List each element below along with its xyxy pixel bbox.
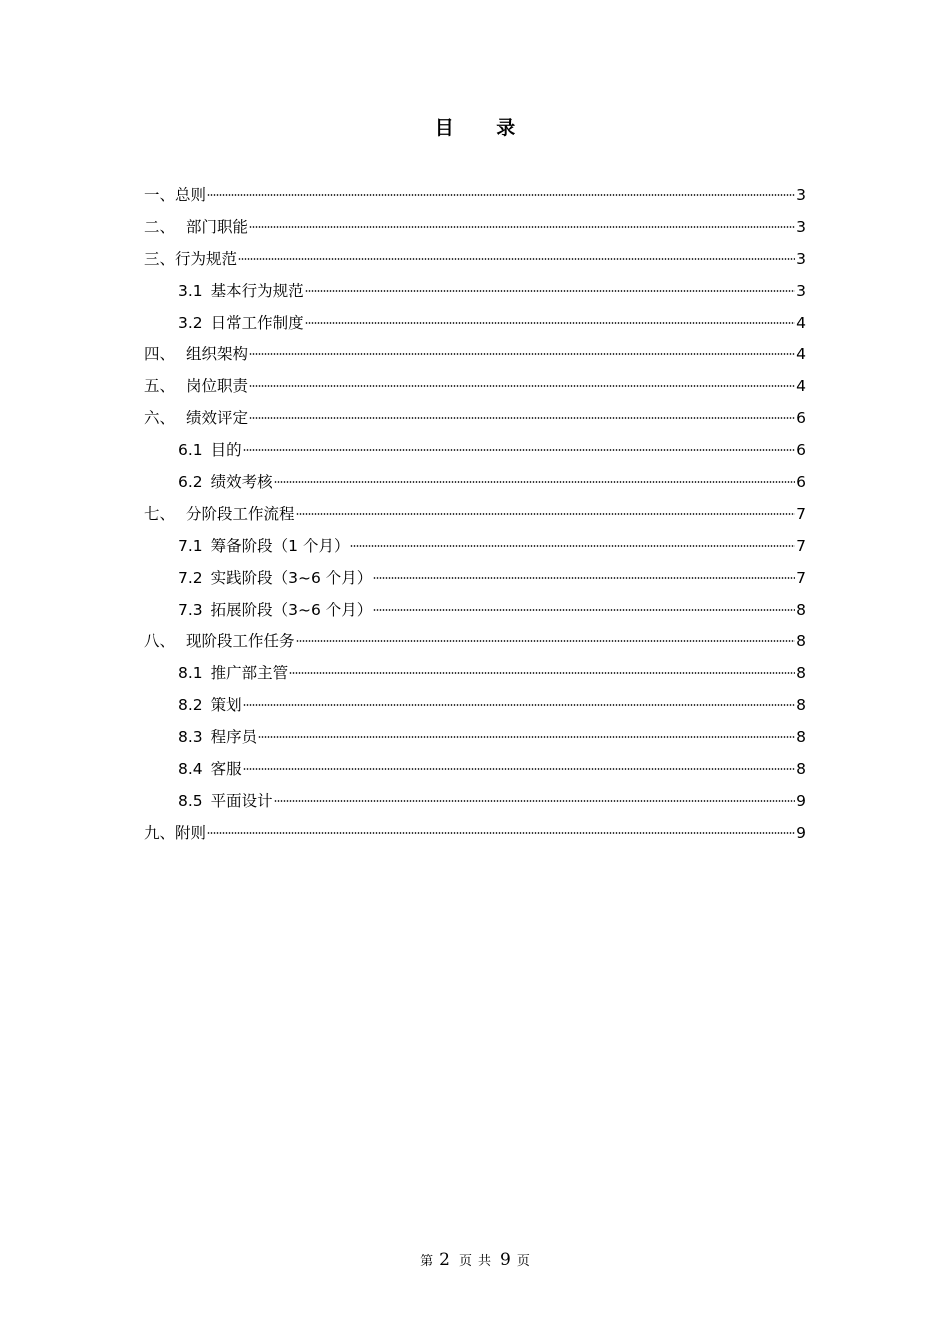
- toc-entry-number: 6.1: [178, 441, 203, 460]
- toc-entry[interactable]: [144, 244, 806, 276]
- toc-entry-page-number: 8: [796, 632, 806, 651]
- toc-entry-page-number: 6: [796, 409, 806, 428]
- toc-entry-page-number: 9: [796, 823, 806, 842]
- toc-dot-leader: [373, 577, 795, 579]
- toc-entry[interactable]: [144, 690, 806, 722]
- toc-dot-leader: [274, 481, 795, 483]
- toc-entry-number: 6.2: [178, 473, 203, 492]
- footer-page-word: 页: [458, 1254, 472, 1269]
- toc-entry-page-number: 4: [796, 377, 806, 396]
- toc-entry-number: 七、: [144, 504, 176, 523]
- toc-entry[interactable]: [144, 308, 806, 340]
- toc-entry-number: 8.2: [178, 696, 203, 715]
- toc-entry-page-number: 7: [796, 568, 806, 587]
- toc-entry[interactable]: [144, 339, 806, 371]
- toc-entry-title: 绩效考核: [210, 473, 273, 492]
- toc-title: 目 录: [434, 117, 534, 139]
- toc-entry-title: 目的: [210, 441, 242, 460]
- toc-dot-leader: [350, 545, 795, 547]
- toc-entry-title: 部门职能: [186, 217, 249, 236]
- toc-dot-leader: [296, 513, 796, 515]
- table-of-contents: [144, 180, 806, 850]
- toc-entry-page-number: 3: [796, 249, 806, 268]
- toc-entry[interactable]: [144, 818, 806, 850]
- toc-entry-page-number: 4: [796, 345, 806, 364]
- toc-entry-page-number: 6: [796, 473, 806, 492]
- toc-entry-title: 岗位职责: [186, 377, 249, 396]
- toc-entry-page-number: 7: [796, 536, 806, 555]
- toc-entry[interactable]: [144, 722, 806, 754]
- toc-entry-page-number: 9: [796, 791, 806, 810]
- toc-dot-leader: [289, 672, 795, 674]
- toc-entry[interactable]: [144, 435, 806, 467]
- toc-entry-title: 拓展阶段（3~6 个月）: [210, 600, 373, 619]
- toc-entry-number: 3.2: [178, 313, 203, 332]
- toc-entry-number: 7.1: [178, 536, 203, 555]
- toc-entry-number: 一、: [144, 186, 176, 204]
- toc-entry-page-number: 8: [796, 760, 806, 779]
- toc-entry-title: 实践阶段（3~6 个月）: [210, 568, 373, 587]
- toc-entry[interactable]: [144, 754, 806, 786]
- toc-dot-leader: [305, 290, 795, 292]
- toc-entry-number: 7.3: [178, 600, 203, 619]
- toc-entry-number: 九、: [144, 823, 176, 842]
- toc-entry-number: 3.1: [178, 281, 203, 300]
- toc-dot-leader: [249, 417, 795, 419]
- toc-entry-page-number: 3: [796, 281, 806, 300]
- toc-entry-number: 8.4: [178, 760, 203, 779]
- toc-entry[interactable]: [144, 595, 806, 627]
- footer-total-pages: 9: [500, 1250, 511, 1270]
- toc-entry-number: 8.3: [178, 728, 203, 747]
- toc-entry[interactable]: [144, 499, 806, 531]
- toc-entry-page-number: 7: [796, 504, 806, 523]
- toc-entry[interactable]: [144, 276, 806, 308]
- toc-entry-number: 六、: [144, 409, 176, 428]
- footer-total-word: 共: [478, 1254, 492, 1269]
- toc-entry[interactable]: [144, 563, 806, 595]
- toc-entry[interactable]: [144, 467, 806, 499]
- footer-suffix: 页: [516, 1254, 530, 1269]
- toc-dot-leader: [249, 385, 795, 387]
- toc-entry-title: 筹备阶段（1 个月）: [210, 536, 350, 555]
- toc-dot-leader: [243, 704, 795, 706]
- footer-current-page: 2: [439, 1250, 450, 1270]
- toc-entry-number: 五、: [144, 377, 176, 396]
- toc-entry-title: 总则: [175, 186, 207, 204]
- toc-dot-leader: [258, 736, 795, 738]
- toc-entry[interactable]: [144, 786, 806, 818]
- toc-entry[interactable]: [144, 180, 806, 212]
- toc-dot-leader: [249, 226, 795, 228]
- toc-entry-page-number: 8: [796, 728, 806, 747]
- toc-entry-title: 日常工作制度: [210, 313, 304, 332]
- toc-entry-title: 程序员: [210, 728, 258, 747]
- toc-entry-number: 八、: [144, 632, 176, 651]
- toc-entry-title: 客服: [210, 760, 242, 779]
- toc-entry-number: 7.2: [178, 568, 203, 587]
- toc-entry-page-number: 8: [796, 664, 806, 683]
- toc-dot-leader: [274, 800, 795, 802]
- toc-entry-title: 平面设计: [210, 791, 273, 810]
- toc-dot-leader: [207, 194, 795, 196]
- toc-entry[interactable]: [144, 626, 806, 658]
- toc-dot-leader: [207, 832, 795, 834]
- toc-dot-leader: [373, 609, 795, 611]
- toc-entry-title: 基本行为规范: [210, 281, 304, 300]
- toc-entry-number: 8.1: [178, 664, 203, 683]
- page-footer: [0, 1248, 950, 1274]
- toc-entry-number: 三、: [144, 249, 176, 268]
- toc-entry[interactable]: [144, 371, 806, 403]
- toc-dot-leader: [238, 258, 795, 260]
- footer-prefix: 第: [420, 1254, 434, 1269]
- toc-entry[interactable]: [144, 403, 806, 435]
- toc-entry-title: 附则: [175, 823, 207, 842]
- toc-dot-leader: [243, 449, 795, 451]
- toc-entry-title: 分阶段工作流程: [186, 504, 295, 523]
- toc-entry[interactable]: [144, 531, 806, 563]
- toc-entry-title: 绩效评定: [186, 409, 249, 428]
- toc-entry-number: 二、: [144, 217, 176, 236]
- toc-entry-title: 策划: [210, 696, 242, 715]
- toc-dot-leader: [305, 322, 795, 324]
- toc-entry-title: 现阶段工作任务: [186, 632, 295, 651]
- toc-entry-title: 推广部主管: [210, 664, 289, 683]
- toc-dot-leader: [296, 640, 796, 642]
- toc-entry-title: 行为规范: [175, 249, 238, 268]
- toc-entry[interactable]: [144, 658, 806, 690]
- toc-entry-page-number: 8: [796, 600, 806, 619]
- toc-entry[interactable]: [144, 212, 806, 244]
- toc-entry-number: 8.5: [178, 791, 203, 810]
- toc-entry-page-number: 4: [796, 313, 806, 332]
- toc-dot-leader: [249, 353, 795, 355]
- toc-entry-page-number: 3: [796, 217, 806, 236]
- toc-entry-page-number: 3: [796, 186, 806, 204]
- toc-entry-page-number: 6: [796, 441, 806, 460]
- toc-entry-page-number: 8: [796, 696, 806, 715]
- toc-entry-title: 组织架构: [186, 345, 249, 364]
- toc-dot-leader: [243, 768, 795, 770]
- toc-entry-number: 四、: [144, 345, 176, 364]
